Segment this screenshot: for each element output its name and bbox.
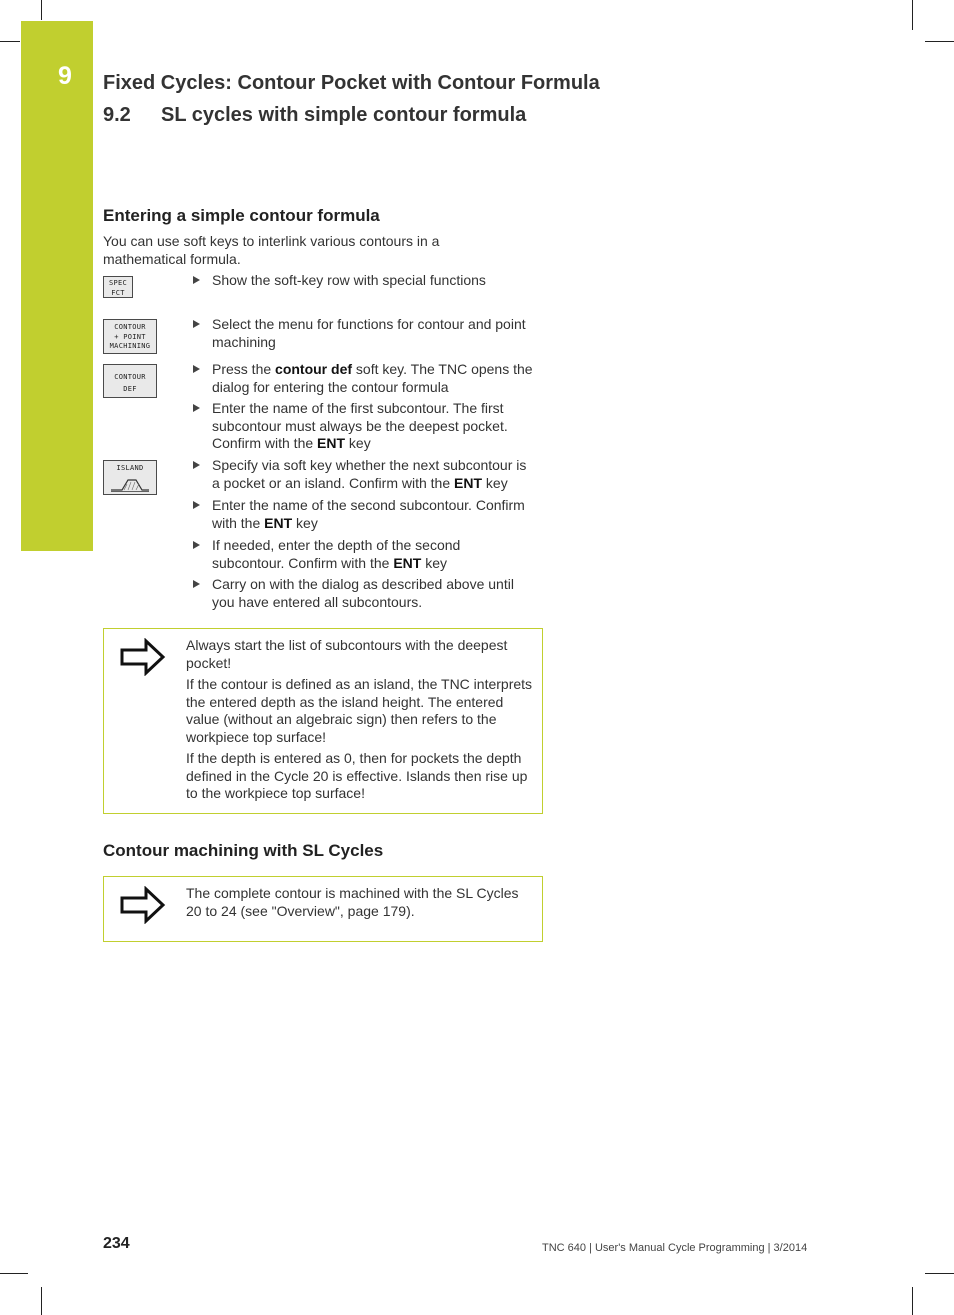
- triangle-bullet-icon: [193, 320, 200, 328]
- section-heading: [103, 104, 526, 127]
- crop-mark: [0, 1273, 28, 1274]
- step-text: key: [345, 435, 371, 451]
- crop-mark: [912, 0, 913, 30]
- step-item: [193, 497, 533, 532]
- step-text: soft key. The TNC opens the dialog for entering the contour formula: [212, 361, 533, 395]
- key-label: FCT: [111, 288, 125, 297]
- triangle-bullet-icon: [193, 461, 200, 469]
- note-box: [103, 628, 543, 814]
- note-box: [103, 876, 543, 942]
- key-name: ENT: [454, 474, 483, 491]
- step-text: Show the soft-key row with special functions: [212, 272, 486, 288]
- triangle-bullet-icon: [193, 365, 200, 373]
- key-label: + POINT: [114, 332, 146, 341]
- triangle-bullet-icon: [193, 501, 200, 509]
- contour-point-machining-softkey: [103, 319, 157, 354]
- note-text: [186, 637, 536, 807]
- step-item: [193, 537, 533, 572]
- key-label: DEF: [123, 385, 137, 393]
- note-paragraph: If the contour is defined as an island, the TNC interprets the entered depth as the island height. The entered value (without an algebraic sign) then refers to the workpiece top surface!: [186, 676, 533, 745]
- island-softkey: [103, 460, 157, 495]
- arrow-right-outline-icon: [120, 886, 166, 924]
- key-label: CONTOUR: [114, 323, 146, 331]
- section-number: 9.2: [103, 104, 131, 126]
- step-text: key: [421, 554, 447, 571]
- footer-text: TNC 640 | User's Manual Cycle Programming | 3/2014: [542, 1242, 808, 1254]
- triangle-bullet-icon: [193, 404, 200, 412]
- note-paragraph: If the depth is entered as 0, then for pockets the depth defined in the Cycle 20 is effective. Islands then rise up to the workpiece top surface!: [186, 750, 528, 801]
- step-text: Carry on with the dialog as described above until you have entered all subcontours.: [212, 576, 514, 610]
- step-text: Specify via soft key whether the next subcontour is a pocket or an island. Confirm with the: [212, 457, 527, 491]
- crop-mark: [925, 1273, 954, 1274]
- triangle-bullet-icon: [193, 541, 200, 549]
- step-item: [193, 400, 533, 453]
- section-title: SL cycles with simple contour formula: [161, 104, 527, 126]
- page-number: 234: [103, 1235, 130, 1252]
- chapter-title: Fixed Cycles: Contour Pocket with Contour Formula: [103, 72, 600, 94]
- note-text: [186, 885, 536, 924]
- crop-mark: [925, 41, 954, 42]
- softkey-name: contour def: [275, 361, 353, 377]
- key-name: ENT: [264, 514, 293, 531]
- step-text: Enter the name of the second subcontour. Confirm with the: [212, 497, 525, 531]
- note-paragraph: Always start the list of subcontours with the deepest pocket!: [186, 637, 508, 671]
- key-name: ENT: [317, 435, 346, 451]
- triangle-bullet-icon: [193, 580, 200, 588]
- note-paragraph: The complete contour is machined with the SL Cycles 20 to 24 (see "Overview", page 179).: [186, 885, 519, 919]
- step-text: key: [482, 474, 508, 491]
- step-text: Select the menu for functions for contour and point machining: [212, 316, 526, 350]
- crop-mark: [41, 1287, 42, 1315]
- arrow-right-outline-icon: [120, 638, 166, 676]
- island-profile-icon: [108, 475, 152, 493]
- key-name: ENT: [393, 554, 422, 571]
- contour-def-softkey: [103, 364, 157, 398]
- step-item: [193, 361, 533, 396]
- step-text: key: [292, 514, 318, 531]
- key-label: CONTOUR: [114, 373, 146, 381]
- spec-fct-key: [103, 276, 133, 298]
- intro-paragraph: You can use soft keys to interlink various contours in a mathematical formula.: [103, 233, 440, 267]
- chapter-number: 9: [58, 62, 72, 90]
- subsection-heading: Contour machining with SL Cycles: [103, 841, 384, 860]
- step-text: Press the: [212, 361, 276, 377]
- step-item: [193, 316, 533, 351]
- key-label: MACHINING: [109, 342, 151, 350]
- crop-mark: [912, 1287, 913, 1315]
- step-text: If needed, enter the depth of the second subcontour. Confirm with the: [212, 537, 461, 571]
- crop-mark: [41, 0, 42, 20]
- triangle-bullet-icon: [193, 276, 200, 284]
- step-item: [193, 272, 533, 290]
- step-item: [193, 457, 533, 492]
- key-label: ISLAND: [116, 464, 144, 472]
- chapter-tab: [21, 21, 93, 551]
- step-item: [193, 576, 533, 611]
- key-label: SPEC: [108, 279, 128, 287]
- crop-mark: [0, 41, 20, 42]
- step-text: Enter the name of the first subcontour. The first subcontour must always be the deepest pocket. Confirm with the: [212, 400, 508, 451]
- subsection-heading: Entering a simple contour formula: [103, 206, 380, 225]
